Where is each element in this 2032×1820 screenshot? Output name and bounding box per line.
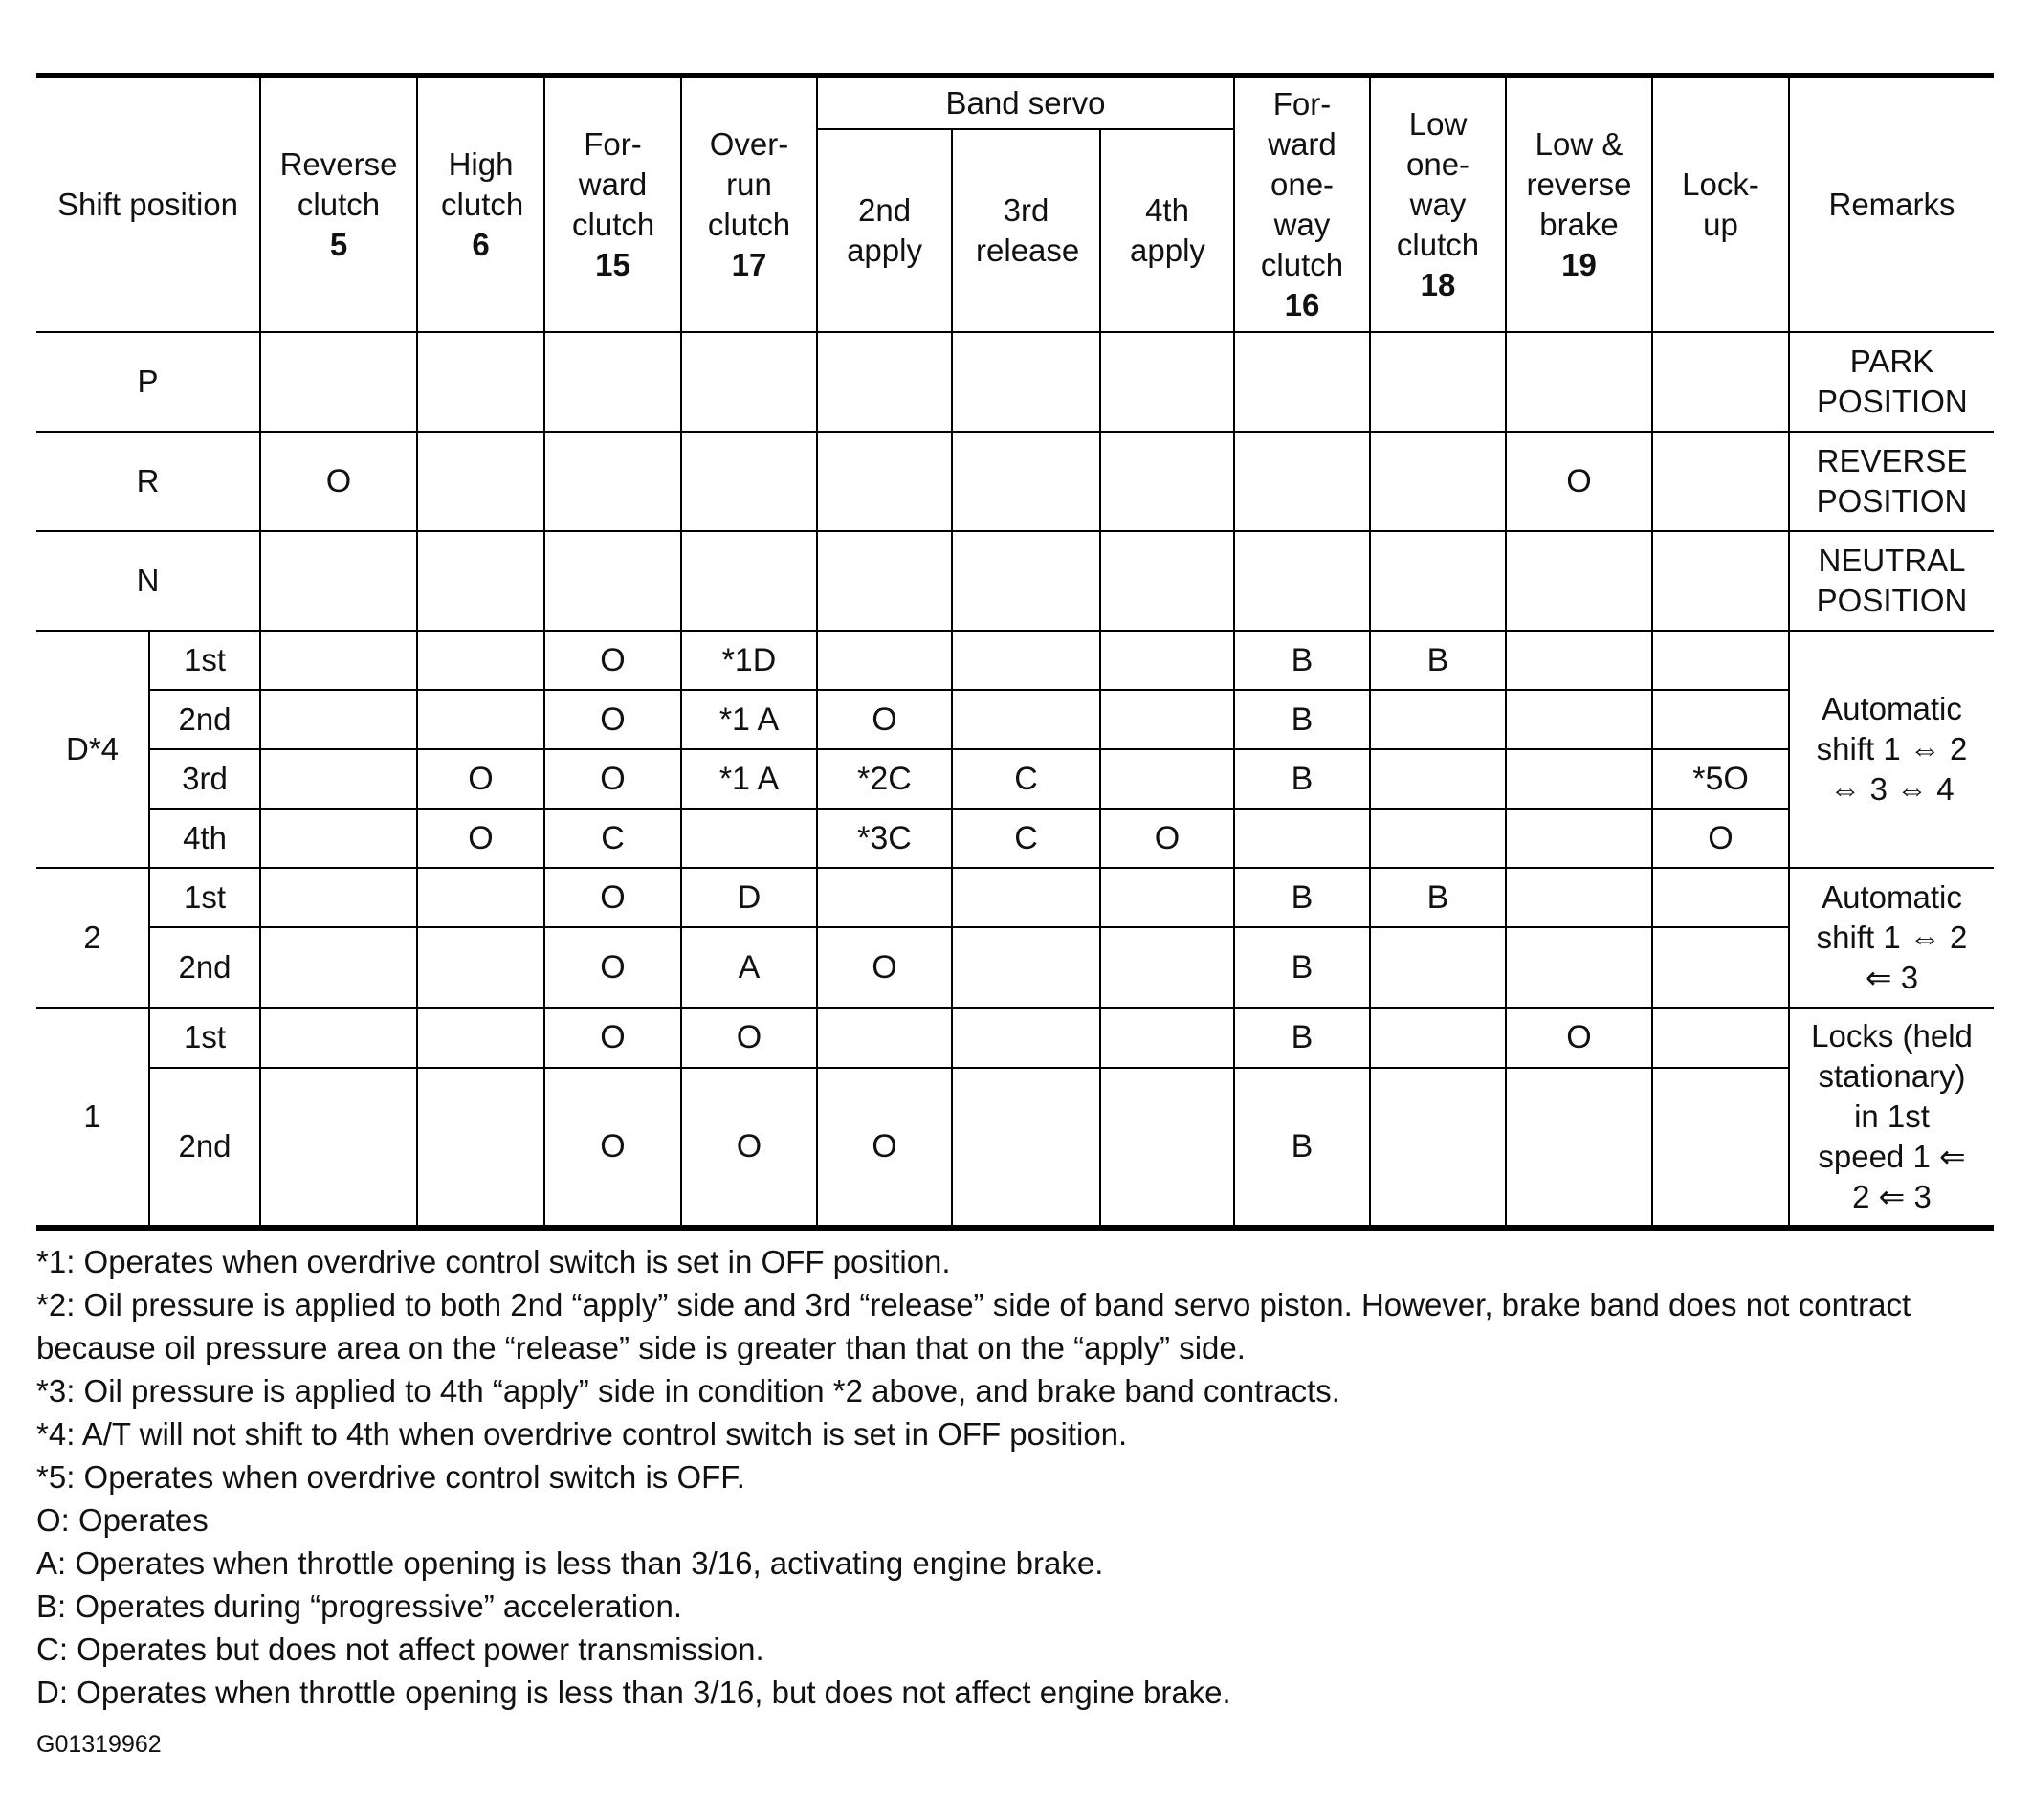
cell-overrun: *1D [681,631,817,690]
cell-band2 [817,1008,952,1068]
gear-label: 3rd [149,749,260,809]
footnote: *4: A/T will not shift to 4th when overdrive control switch is set in OFF position. [36,1416,1128,1452]
remark-neutral: NEUTRAL POSITION [1789,531,1994,631]
cell-band3: C [952,809,1100,868]
gear-label: 2nd [149,690,260,749]
table-row [36,332,1994,432]
cell-band3 [952,927,1100,1008]
cell-reverse [260,868,417,927]
cell-low_rev [1506,868,1652,927]
cell-fwd_oneway: B [1234,1068,1370,1228]
header-low-reverse-brake: Low & reverse brake 19 [1506,76,1652,332]
cell-low_oneway [1370,1008,1506,1068]
remark-reverse: REVERSE POSITION [1789,432,1994,531]
cell-fwd_oneway: B [1234,690,1370,749]
cell-band4 [1100,690,1234,749]
cell-reverse [260,631,417,690]
shift-position-d4: D*4 [36,631,149,868]
cell-fwd_oneway: B [1234,927,1370,1008]
cell-reverse [260,1068,417,1228]
cell-reverse [260,1008,417,1068]
header-lockup: Lock-up [1652,76,1789,332]
gear-label: 2nd [149,1068,260,1228]
table-row [36,1068,1994,1228]
header-band-servo: Band servo [817,76,1234,129]
cell-reverse [260,809,417,868]
cell-band4 [1100,1068,1234,1228]
footnote: *5: Operates when overdrive control switch is OFF. [36,1459,745,1495]
cell-high [417,631,544,690]
cell-overrun: O [681,1068,817,1228]
table-row [36,531,1994,631]
header-band-3rd-release: 3rd release [952,129,1100,332]
cell-low_oneway [1370,690,1506,749]
cell-high [417,868,544,927]
table-row [36,749,1994,809]
header-high-clutch: High clutch 6 [417,76,544,332]
shift-position-n: N [36,531,260,631]
cell-lockup [1652,631,1789,690]
header-remarks: Remarks [1789,76,1994,332]
cell-band2: O [817,927,952,1008]
cell-high [417,927,544,1008]
remark-d4: Automatic shift 1 ⇔ 2 ⇔ 3 ⇔ 4 [1789,631,1994,868]
cell-forward: O [544,868,681,927]
cell-lockup [1652,1068,1789,1228]
cell-high: O [417,749,544,809]
cell-lockup [1652,927,1789,1008]
clutch-brake-operation-table [36,73,1994,1231]
footnote: O: Operates [36,1502,209,1538]
table-row [36,690,1994,749]
table-row [36,631,1994,690]
footnote: *3: Oil pressure is applied to 4th “apply” side in condition *2 above, and brake band contracts. [36,1373,1340,1409]
gear-label: 1st [149,1008,260,1068]
table-row [36,1008,1994,1068]
cell-low_rev [1506,1068,1652,1228]
cell-low_rev [1506,690,1652,749]
footnotes [36,1240,2007,1714]
cell-forward: O [544,631,681,690]
cell-fwd_oneway: B [1234,868,1370,927]
footnote: C: Operates but does not affect power transmission. [36,1631,764,1667]
cell-band4 [1100,631,1234,690]
cell-low_rev [1506,809,1652,868]
cell-band4 [1100,749,1234,809]
cell-fwd_oneway: B [1234,749,1370,809]
header-forward-clutch: For-ward clutch 15 [544,76,681,332]
cell-high [417,690,544,749]
cell-high [417,1008,544,1068]
cell-band4 [1100,868,1234,927]
cell-band2: O [817,690,952,749]
cell-overrun [681,809,817,868]
cell-lockup: *5O [1652,749,1789,809]
cell-band3 [952,868,1100,927]
remark-one: Locks (held stationary) in 1st speed 1 ⇐ 2 ⇐ 3 [1789,1008,1994,1228]
cell-band4 [1100,927,1234,1008]
cell-reverse [260,927,417,1008]
cell-overrun: A [681,927,817,1008]
footnote: *2: Oil pressure is applied to both 2nd “apply” side and 3rd “release” side of band servo piston. However, brake band does not contract because oil pressure area on the “release” side is greater than that on the “apply” side. [36,1287,1911,1365]
cell-low_oneway: B [1370,631,1506,690]
cell-reverse [260,690,417,749]
cell-band2: O [817,1068,952,1228]
cell-low_oneway: B [1370,868,1506,927]
cell-band3 [952,1068,1100,1228]
table-row [36,432,1994,531]
header-low-oneway-clutch: Low one-way clutch 18 [1370,76,1506,332]
cell-fwd_oneway [1234,809,1370,868]
cell-band2: *3C [817,809,952,868]
header-shift-position: Shift position [36,76,260,332]
table-row [36,809,1994,868]
cell-overrun: *1 A [681,749,817,809]
cell-low_oneway [1370,927,1506,1008]
cell-forward: C [544,809,681,868]
cell-forward: O [544,927,681,1008]
cell-low_oneway [1370,749,1506,809]
remark-two: Automatic shift 1 ⇔ 2 ⇐ 3 [1789,868,1994,1008]
cell-high [417,1068,544,1228]
cell-lockup [1652,690,1789,749]
remark-park: PARK POSITION [1789,332,1994,432]
header-band-2nd-apply: 2nd apply [817,129,952,332]
header-band-4th-apply: 4th apply [1100,129,1234,332]
footnote: B: Operates during “progressive” acceleration. [36,1588,682,1624]
header-overrun-clutch: Over-run clutch 17 [681,76,817,332]
gear-label: 1st [149,631,260,690]
cell-low_rev [1506,631,1652,690]
cell-lockup [1652,1008,1789,1068]
cell-band3 [952,631,1100,690]
cell-overrun: D [681,868,817,927]
cell-low_oneway [1370,809,1506,868]
cell-fwd_oneway: B [1234,631,1370,690]
shift-position-one: 1 [36,1008,149,1228]
cell-fwd_oneway: B [1234,1008,1370,1068]
cell-overrun: O [681,1008,817,1068]
footnote: D: Operates when throttle opening is less than 3/16, but does not affect engine brake. [36,1675,1231,1710]
cell-low_rev: O [1506,1008,1652,1068]
cell-band3 [952,1008,1100,1068]
shift-position-p: P [36,332,260,432]
gear-label: 2nd [149,927,260,1008]
cell-band2 [817,868,952,927]
cell-lockup: O [1652,809,1789,868]
footnote: *1: Operates when overdrive control switch is set in OFF position. [36,1244,951,1279]
gear-label: 1st [149,868,260,927]
cell-band4: O [1100,809,1234,868]
cell-band3: C [952,749,1100,809]
cell-high: O [417,809,544,868]
shift-position-two: 2 [36,868,149,1008]
cell-r-low-reverse-brake: O [1506,432,1652,531]
cell-band2: *2C [817,749,952,809]
shift-position-r: R [36,432,260,531]
cell-forward: O [544,1008,681,1068]
header-forward-oneway-clutch: For-ward one-way clutch 16 [1234,76,1370,332]
cell-low_rev [1506,749,1652,809]
cell-band3 [952,690,1100,749]
cell-forward: O [544,690,681,749]
table-row [36,927,1994,1008]
cell-r-reverse-clutch: O [260,432,417,531]
figure-id: G01319962 [36,1731,162,1758]
cell-forward: O [544,749,681,809]
table-row [36,868,1994,927]
cell-band2 [817,631,952,690]
cell-low_oneway [1370,1068,1506,1228]
cell-lockup [1652,868,1789,927]
cell-reverse [260,749,417,809]
cell-overrun: *1 A [681,690,817,749]
cell-low_rev [1506,927,1652,1008]
cell-forward: O [544,1068,681,1228]
footnote: A: Operates when throttle opening is less than 3/16, activating engine brake. [36,1545,1104,1581]
header-reverse-clutch: Reverse clutch 5 [260,76,417,332]
gear-label: 4th [149,809,260,868]
cell-band4 [1100,1008,1234,1068]
